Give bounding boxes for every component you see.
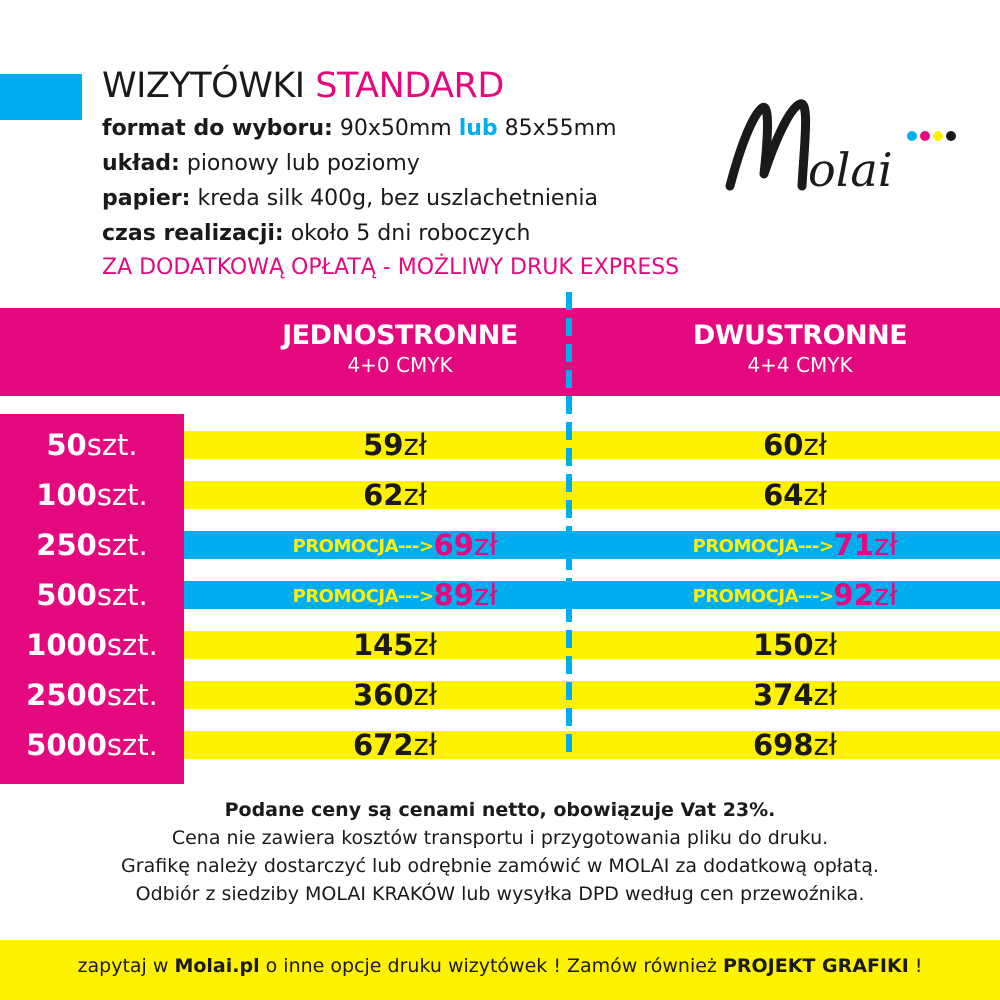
quantity-unit: szt.: [96, 578, 148, 612]
price-value: 64: [763, 478, 804, 512]
price-cell: [615, 570, 975, 620]
spec-format: [102, 116, 617, 141]
time-label: czas realizacji:: [102, 221, 284, 246]
column-subtitle: 4+0 CMYK: [347, 353, 453, 377]
price-cell: [615, 670, 975, 720]
price-currency: zł: [803, 428, 827, 462]
price-cell: [615, 420, 975, 470]
express-note: ZA DODATKOWĄ OPŁATĄ - MOŻLIWY DRUK EXPRESS: [102, 255, 680, 280]
promo-label: PROMOCJA--->: [692, 586, 834, 607]
footer-before: zapytaj w: [77, 955, 169, 977]
quantity-label: [0, 420, 184, 470]
column-subtitle: 4+4 CMYK: [747, 353, 853, 377]
quantity-number: 500: [36, 578, 97, 612]
price-value: 62: [363, 478, 404, 512]
quantity-unit: szt.: [96, 528, 148, 562]
price-currency: zł: [803, 478, 827, 512]
footer-text: [0, 955, 1000, 977]
spec-time: [102, 221, 530, 246]
price-cell: [615, 720, 975, 770]
price-currency: zł: [473, 528, 498, 562]
price-value: 69: [433, 528, 474, 562]
logo-dot: [933, 131, 943, 141]
footer-site-link[interactable]: Molai.pl: [174, 955, 260, 977]
price-currency: zł: [403, 478, 427, 512]
footer-highlight: PROJEKT GRAFIKI: [722, 955, 909, 977]
price-currency: zł: [813, 678, 837, 712]
column-header-single: [220, 320, 580, 377]
note-line: Podane ceny są cenami netto, obowiązuje Vat 23%.: [224, 799, 776, 821]
quantity-unit: szt.: [106, 628, 158, 662]
quantity-number: 1000: [26, 628, 107, 662]
price-currency: zł: [413, 678, 437, 712]
price-currency: zł: [813, 628, 837, 662]
price-value: 89: [433, 578, 474, 612]
column-title: DWUSTRONNE: [692, 320, 908, 351]
format-value-b: 85x55mm: [504, 116, 617, 141]
logo-dot: [920, 131, 930, 141]
price-cell: [615, 470, 975, 520]
price-value: 698: [752, 728, 814, 762]
price-value: 71: [833, 528, 874, 562]
footer-middle: o inne opcje druku wizytówek ! Zamów również: [265, 955, 717, 977]
quantity-number: 250: [36, 528, 97, 562]
price-cell: [615, 520, 975, 570]
quantity-unit: szt.: [86, 428, 138, 462]
paper-label: papier:: [102, 186, 191, 211]
layout-label: układ:: [102, 151, 180, 176]
price-cell: [215, 520, 575, 570]
quantity-label: [0, 570, 184, 620]
quantity-unit: szt.: [106, 678, 158, 712]
note-line: Odbiór z siedziby MOLAI KRAKÓW lub wysyłka DPD według cen przewoźnika.: [135, 883, 865, 905]
price-cell: [215, 670, 575, 720]
promo-label: PROMOCJA--->: [292, 586, 434, 607]
quantity-unit: szt.: [106, 728, 158, 762]
format-label: format do wyboru:: [102, 116, 333, 141]
quantity-label: [0, 470, 184, 520]
price-currency: zł: [873, 528, 898, 562]
paper-value: kreda silk 400g, bez uszlachetnienia: [197, 186, 599, 211]
price-cell: [215, 470, 575, 520]
price-value: 374: [752, 678, 814, 712]
quantity-number: 2500: [26, 678, 107, 712]
promo-label: PROMOCJA--->: [692, 536, 834, 557]
quantity-number: 5000: [26, 728, 107, 762]
format-or: lub: [458, 116, 498, 141]
logo-dot: [946, 131, 956, 141]
layout-value: pionowy lub poziomy: [186, 151, 420, 176]
price-value: 150: [752, 628, 814, 662]
price-cell: [215, 420, 575, 470]
price-value: 360: [352, 678, 414, 712]
quantity-label: [0, 670, 184, 720]
column-header-double: [620, 320, 980, 377]
price-cell: [215, 620, 575, 670]
column-title: JEDNOSTRONNE: [282, 320, 518, 351]
price-currency: zł: [873, 578, 898, 612]
molai-logo: [718, 78, 958, 208]
title-main: WIZYTÓWKI: [102, 66, 305, 106]
price-currency: zł: [403, 428, 427, 462]
quantity-label: [0, 720, 184, 770]
price-cell: [215, 570, 575, 620]
price-value: 92: [833, 578, 874, 612]
page-title: [102, 66, 504, 106]
quantity-number: 50: [46, 428, 87, 462]
price-currency: zł: [813, 728, 837, 762]
quantity-number: 100: [36, 478, 97, 512]
quantity-label: [0, 520, 184, 570]
spec-layout: [102, 151, 420, 176]
price-cell: [215, 720, 575, 770]
logo-dot: [907, 131, 917, 141]
price-notes: [0, 796, 1000, 908]
note-line: Grafikę należy dostarczyć lub odrębnie zamówić w MOLAI za dodatkową opłatą.: [121, 855, 879, 877]
price-value: 59: [363, 428, 404, 462]
spec-paper: [102, 186, 598, 211]
price-cell: [615, 620, 975, 670]
footer-end: !: [914, 955, 923, 977]
quantity-unit: szt.: [96, 478, 148, 512]
quantity-label: [0, 620, 184, 670]
column-divider: [566, 292, 572, 752]
price-currency: zł: [413, 728, 437, 762]
accent-block: [0, 74, 82, 120]
note-line: Cena nie zawiera kosztów transportu i przygotowania pliku do druku.: [171, 827, 829, 849]
price-value: 672: [352, 728, 414, 762]
time-value: około 5 dni roboczych: [290, 221, 531, 246]
price-currency: zł: [413, 628, 437, 662]
price-value: 60: [763, 428, 804, 462]
format-value-a: 90x50mm: [339, 116, 452, 141]
logo-text: olai: [808, 143, 893, 197]
promo-label: PROMOCJA--->: [292, 536, 434, 557]
price-currency: zł: [473, 578, 498, 612]
title-accent: STANDARD: [315, 66, 504, 106]
price-value: 145: [352, 628, 414, 662]
